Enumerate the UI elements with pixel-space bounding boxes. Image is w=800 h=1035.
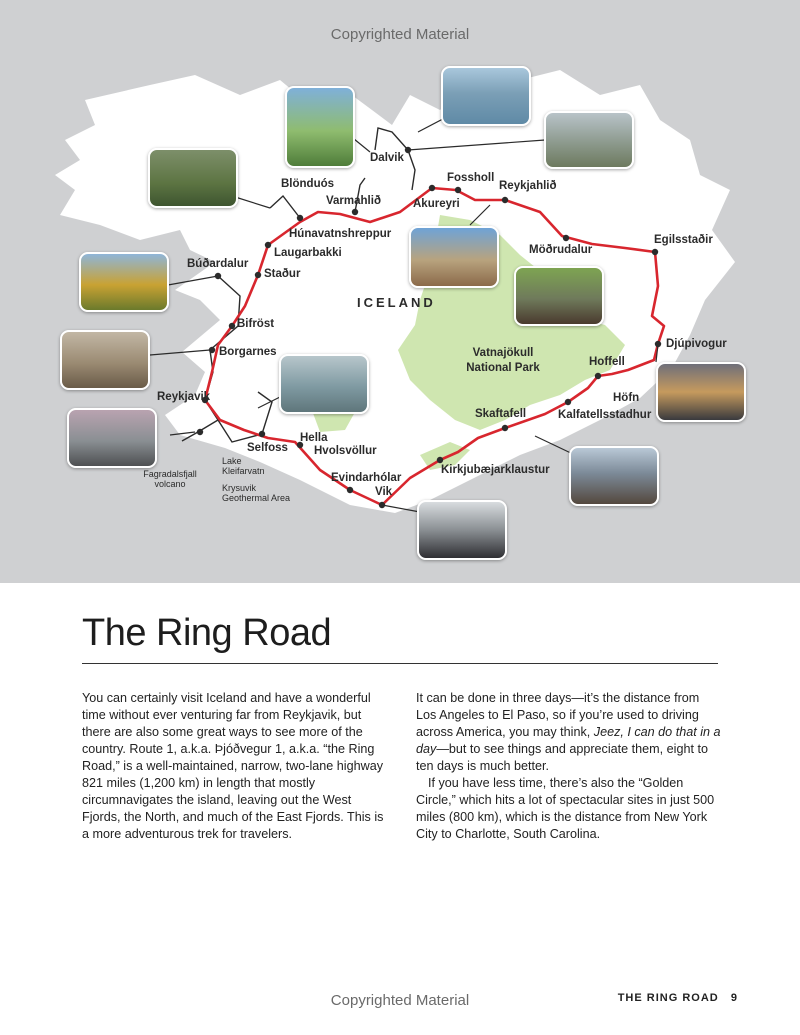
photo-whale-fjord <box>441 66 531 126</box>
label-evindarholar: Evindarhólar <box>331 472 402 484</box>
label-iceland: ICELAND <box>357 295 436 310</box>
label-hvolsvollur: Hvolsvöllur <box>314 445 377 457</box>
photo-campers-lake <box>544 111 634 169</box>
running-head-title: THE RING ROAD <box>617 992 719 1004</box>
label-hofn: Höfn <box>613 392 640 404</box>
photo-horses <box>514 266 604 326</box>
photo-sunset-coast <box>656 362 746 422</box>
label-kirkjubaejarklaustur: Kirkjubæjarklaustur <box>441 464 550 476</box>
label-vatnajokull-park: Vatnajökull National Park <box>466 347 540 374</box>
bottom-watermark: Copyrighted Material <box>330 992 470 1009</box>
label-borgarnes: Borgarnes <box>219 346 277 358</box>
label-skaftafell: Skaftafell <box>475 408 527 420</box>
label-hoffell: Hoffell <box>589 356 625 368</box>
left-column <box>82 690 387 843</box>
photo-yellow-flowers <box>79 252 169 312</box>
label-stadur: Staður <box>264 268 301 280</box>
label-budardalur: Búðardalur <box>187 258 249 270</box>
photo-swimmer <box>279 354 369 414</box>
label-bifrost: Bifröst <box>237 318 275 330</box>
photo-man-selfie <box>285 86 355 168</box>
title-divider <box>82 663 718 664</box>
section-title: The Ring Road <box>82 612 332 654</box>
page-number: 9 <box>730 992 738 1004</box>
right-paragraph-1: It can be done in three days—it’s the distance from Los Angeles to El Paso, so if you’re used to driving across America, you may think, Jeez, I can do that in a day—but to see things and appreciate them, eight to ten days is much better. <box>416 691 721 773</box>
label-fossholl: Fossholl <box>447 172 495 184</box>
photo-couple-glacier <box>569 446 659 506</box>
label-lake-kleifarvatn: Lake Kleifarvatn <box>222 456 265 476</box>
left-paragraph: You can certainly visit Iceland and have a wonderful time without ever venturing far from Reykjavik, but there are also some great ways to see more of the country. Route 1, a.k.a. Þjóðvegur 1, a.k.a. “the Ring Road,” is a well-maintained, narrow, two-lane highway 821 miles (1,200 km) in length that mostly circumnavigates the island, leaving out the West Fjords, the North, and much of the East Fjords. This is a more adventurous trek for travelers. <box>82 691 384 841</box>
label-blonduos: Blönduós <box>281 178 335 190</box>
label-varmahlid: Varmahlið <box>326 195 381 207</box>
photo-black-beach <box>417 500 507 560</box>
label-dalvik: Dalvik <box>370 152 404 164</box>
label-laugarbakki: Laugarbakki <box>274 247 342 259</box>
running-head <box>618 992 738 1004</box>
label-modrudalur: Möðrudalur <box>529 244 593 256</box>
label-kalfatellsstadhur: Kalfatellsstadhur <box>558 409 652 421</box>
right-column <box>416 690 721 843</box>
label-hunavatnshreppur: Húnavatnshreppur <box>289 228 392 240</box>
right-paragraph-2: If you have less time, there’s also the “Golden Circle,” which hits a lot of spectacular sites in just 500 miles (800 km), which is the distance from New York City to Charlotte, South Carolina. <box>416 776 715 841</box>
photo-barn-interior <box>60 330 150 390</box>
label-akureyri: Akureyri <box>413 198 460 210</box>
photo-turf-house <box>148 148 238 208</box>
label-hella: Hella <box>300 432 328 444</box>
photo-hot-spring-woman <box>409 226 499 288</box>
label-krysuvik: Krysuvik Geothermal Area <box>222 483 291 503</box>
label-egilsstadir: Egilsstaðir <box>654 234 713 246</box>
label-fagradalsfjall: Fagradalsfjall volcano <box>143 469 197 489</box>
photo-volcano-hikers <box>67 408 157 468</box>
label-reykjavik: Reykjavik <box>157 391 211 403</box>
top-watermark: Copyrighted Material <box>330 26 470 43</box>
label-reykjahlid: Reykjahlið <box>499 180 557 192</box>
label-selfoss: Selfoss <box>247 442 288 454</box>
label-djupivogur: Djúpivogur <box>666 338 727 350</box>
label-vik: Vik <box>375 486 393 498</box>
